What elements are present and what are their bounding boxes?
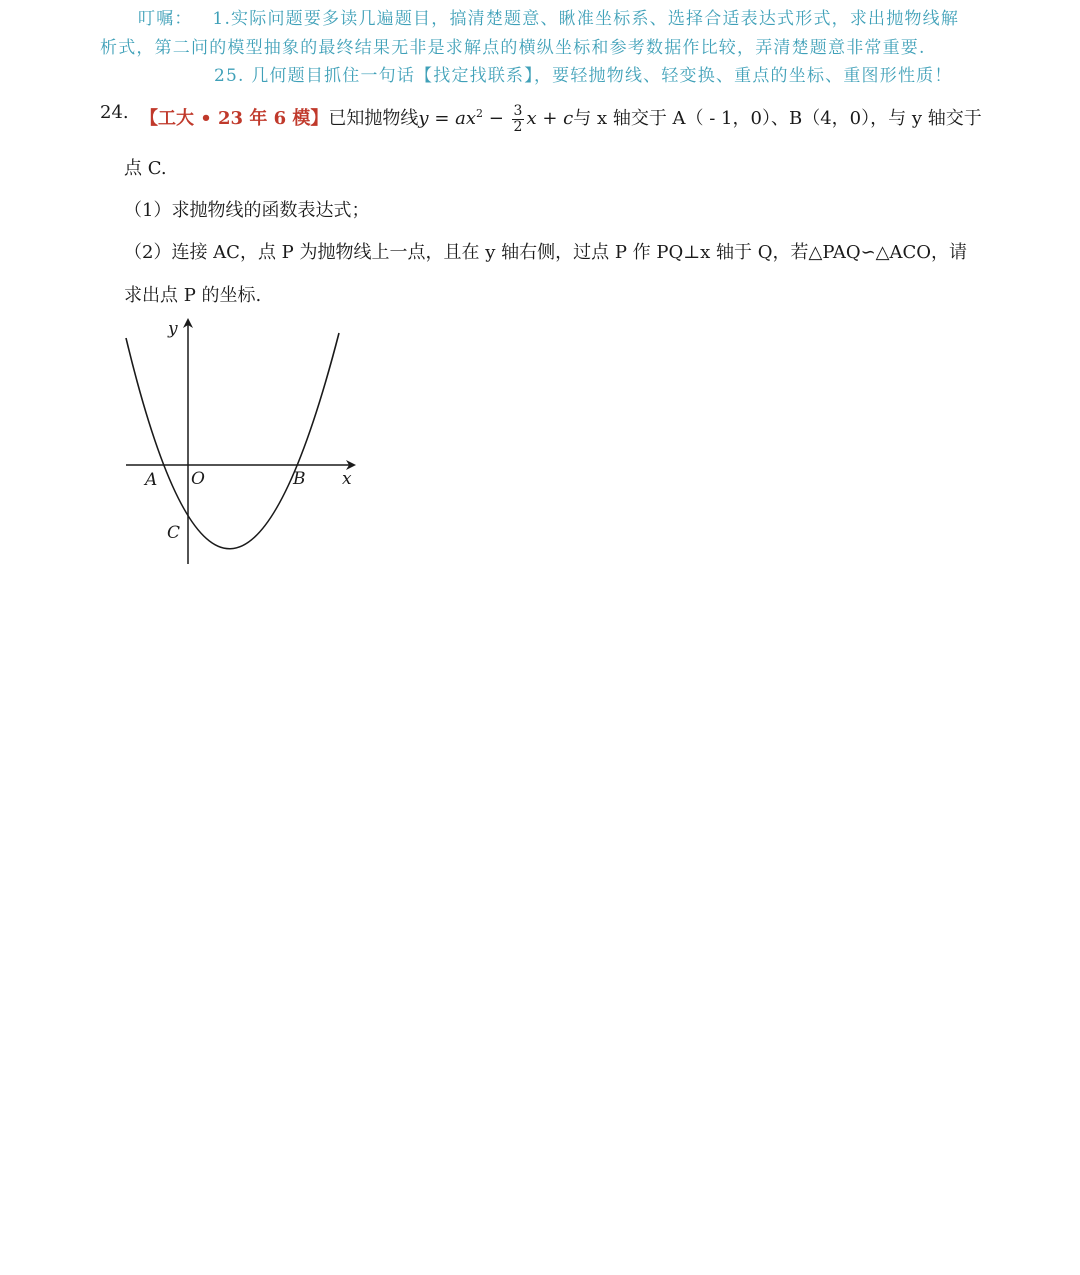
question-source-tag: 【工大 • 23 年 6 模】 [140,108,329,129]
fraction-numerator: 3 [513,102,523,119]
question-number: 24. [100,102,129,123]
tip-line-1 [138,4,959,29]
label-O: O [191,469,205,489]
equation-power: 2 [476,107,483,120]
stem-pre: 已知抛物线 [328,108,419,129]
question-stem-line-2: 点 C. [124,158,167,179]
question-part-1: （1）求抛物线的函数表达式； [124,200,370,221]
label-B: B [293,469,306,489]
label-A: A [145,470,158,490]
tip-label: 叮嘱： [138,9,193,29]
label-y: y [168,319,178,339]
tip-line-3: 25. 几何题目抓住一句话【找定找联系】，要轻抛物线、轻变换、重点的坐标、重图形性质！ [214,66,953,86]
equation-rest: x + c [526,108,574,129]
parabola-figure [118,318,358,568]
stem-post: 与 x 轴交于 A（ - 1，0）、B（4，0），与 y 轴交于 [573,108,982,129]
tip-line-1-text: 1.实际问题要多读几遍题目，搞清楚题意、瞅准坐标系、选择合适表达式形式，求出抛物线解 [212,9,960,29]
tip-line-2: 析式，第二问的模型抽象的最终结果无非是求解点的横纵坐标和参考数据作比较，弄清楚题意非常重要. [100,38,926,58]
label-x: x [342,469,352,489]
label-C: C [167,523,181,543]
equation-lhs: y = ax [418,108,476,129]
parabola-curve [126,333,339,549]
fraction-denominator: 2 [513,118,523,135]
question-stem [140,97,982,136]
question-part-2-line-2: 求出点 P 的坐标. [124,285,262,306]
equation-fraction [512,104,525,135]
equation-minus: − [483,108,510,129]
question-part-2-line-1: （2）连接 AC，点 P 为抛物线上一点，且在 y 轴右侧，过点 P 作 PQ⊥x 轴于 Q，若△PAQ∽△ACO，请 [124,242,968,263]
